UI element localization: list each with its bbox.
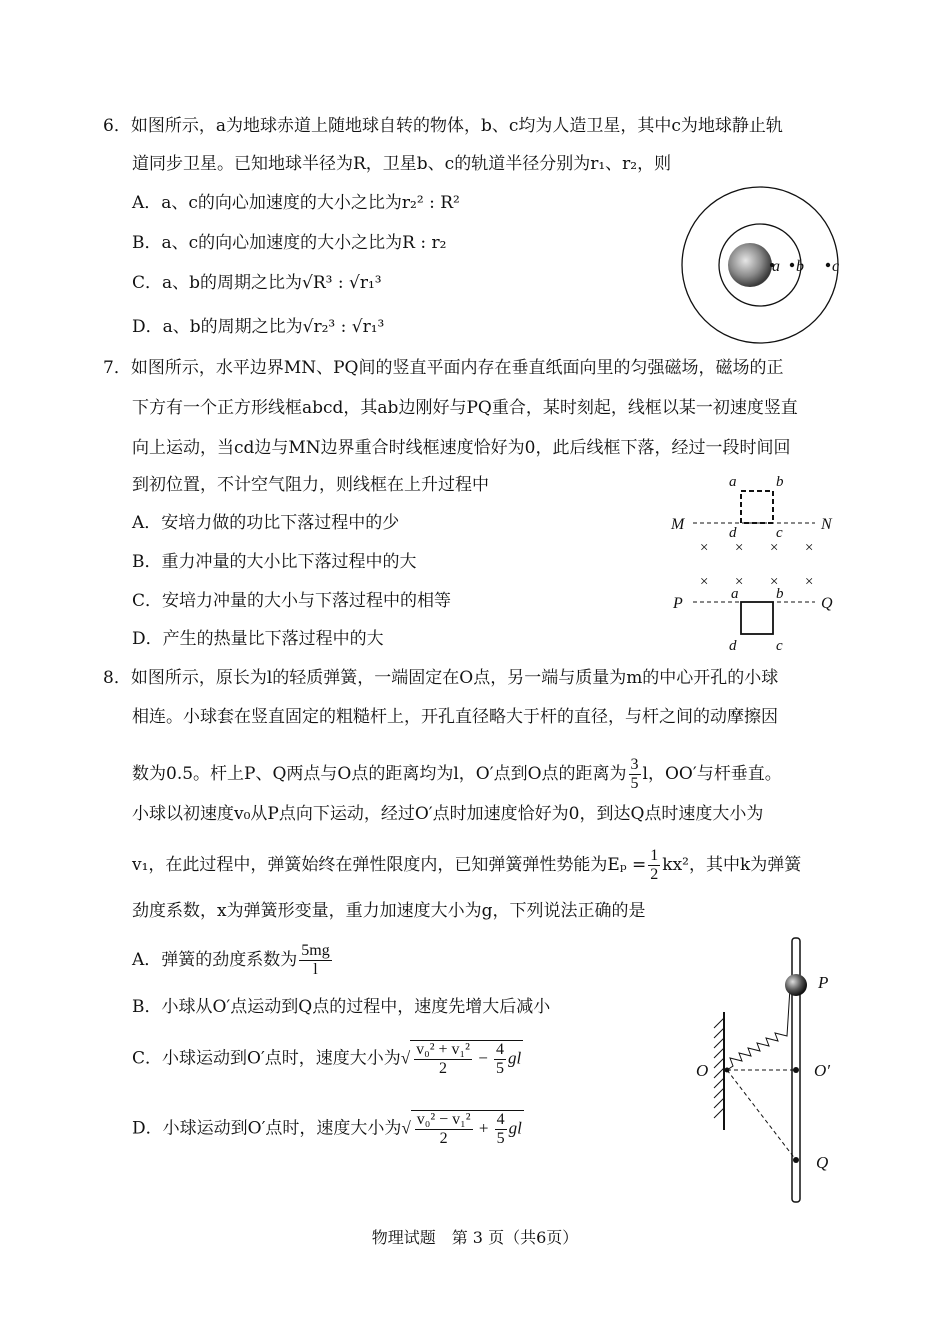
q8-option-b: B．小球从O′点运动到Q点的过程中，速度先增大后减小 (132, 997, 551, 1017)
q6-label-b: b (796, 258, 804, 275)
q7-stem-line3: 向上运动，当cd边与MN边界重合时线框速度恰好为0，此后线框下落，经过一段时间回 (132, 438, 791, 458)
q8-stem-line4: 小球以初速度v₀从P点向下运动，经过O′点时加速度恰好为0，到达Q点时速度大小为 (132, 804, 764, 824)
q6-label-a: a (772, 258, 780, 275)
q8-option-a: A．弹簧的劲度系数为 $\frac{5mg}{l}$ (132, 942, 330, 978)
q8-label-Q: Q (816, 1153, 829, 1172)
q6-orbit-figure (668, 185, 848, 345)
q7-label-N: N (821, 516, 832, 533)
ball-icon (785, 974, 807, 996)
svg-text:×: × (734, 574, 745, 590)
q6-option-b: B．a、c的向心加速度的大小之比为R : r₂ (132, 233, 447, 253)
q7-option-b: B．重力冲量的大小比下落过程中的大 (132, 552, 417, 572)
q7-stem-line1: 7．如图所示，水平边界MN、PQ间的竖直平面内存在垂直纸面向里的匀强磁场，磁场的正 (103, 358, 784, 378)
page-footer: 物理试题 第 3 页（共6页） (371, 1228, 579, 1247)
q8-stem-line5: v₁，在此过程中，弹簧始终在弹性限度内，已知弹簧弹性势能为Eₚ = $\frac{1}{2}$ kx²，其中k为弹簧 (132, 847, 802, 883)
q7-option-a: A．安培力做的功比下落过程中的少 (132, 513, 400, 533)
q7-option-c: C．安培力冲量的大小与下落过程中的相等 (132, 591, 452, 611)
svg-text:b: b (776, 474, 784, 490)
q8-stem-line1: 8．如图所示，原长为l的轻质弹簧，一端固定在O点，另一端与质量为m的中心开孔的小球 (103, 668, 779, 688)
q7-stem-line4: 到初位置，不计空气阻力，则线框在上升过程中 (132, 475, 489, 495)
q8-label-P: P (818, 973, 829, 992)
q8-option-c: C．小球运动到O′点时，速度大小为√ $\frac{\text{v₀² + v₁²}}{2}$ − $\frac{4}{5}$ gl (132, 1041, 522, 1077)
q8-stem-line2: 相连。小球套在竖直固定的粗糙杆上，开孔直径略大于杆的直径，与杆之间的动摩擦因 (132, 707, 778, 727)
svg-text:×: × (769, 574, 780, 590)
q7-label-P: P (673, 595, 683, 612)
q6-stem-line2: 道同步卫星。已知地球半径为R，卫星b、c的轨道半径分别为r₁、r₂，则 (132, 154, 672, 174)
q6-stem-line1: 6．如图所示，a为地球赤道上随地球自转的物体，b、c均为人造卫星，其中c为地球静止轨 (103, 116, 783, 136)
svg-text:c: c (776, 525, 783, 541)
q7-label-M: M (671, 516, 685, 533)
svg-text:d: d (729, 638, 737, 654)
svg-text:a: a (729, 474, 737, 490)
svg-text:×: × (804, 540, 815, 556)
q8-label-O-prime: O′ (814, 1061, 830, 1080)
svg-text:a: a (731, 586, 739, 602)
q7-stem-line2: 下方有一个正方形线框abcd，其ab边刚好与PQ重合，某时刻起，线框以某一初速度竖直 (132, 398, 798, 418)
q7-option-d: D．产生的热量比下落过程中的大 (132, 629, 384, 649)
svg-text:b: b (776, 586, 784, 602)
svg-text:c: c (776, 638, 783, 654)
spring-icon (727, 988, 790, 1070)
svg-text:d: d (729, 525, 737, 541)
svg-text:×: × (699, 574, 710, 590)
svg-text:×: × (699, 540, 710, 556)
q8-spring-rod-figure (690, 930, 850, 1210)
earth-icon (728, 243, 772, 287)
q6-option-a: A．a、c的向心加速度的大小之比为r₂² : R² (132, 193, 460, 213)
q8-label-O: O (696, 1061, 709, 1080)
q6-label-c: c (832, 258, 840, 275)
svg-text:×: × (769, 540, 780, 556)
q6-option-d: D．a、b的周期之比为√r₂³ : √r₁³ (132, 317, 385, 337)
q7-magnetic-field-figure (665, 470, 850, 655)
svg-text:×: × (804, 574, 815, 590)
svg-text:×: × (734, 540, 745, 556)
q8-stem-line3: 数为0.5。杆上P、Q两点与O点的距离均为l，O′点到O点的距离为 $\frac{3}{5}$ l，OO′与杆垂直。 (132, 756, 782, 792)
q7-label-Q: Q (821, 595, 833, 612)
q6-option-c: C．a、b的周期之比为√R³ : √r₁³ (132, 273, 382, 293)
q8-option-d: D．小球运动到O′点时，速度大小为√ $\frac{\text{v₀² − v₁²}}{2}$ + $\frac{4}{5}$ gl (132, 1111, 522, 1147)
q8-stem-line6: 劲度系数，x为弹簧形变量，重力加速度大小为g，下列说法正确的是 (132, 901, 646, 921)
